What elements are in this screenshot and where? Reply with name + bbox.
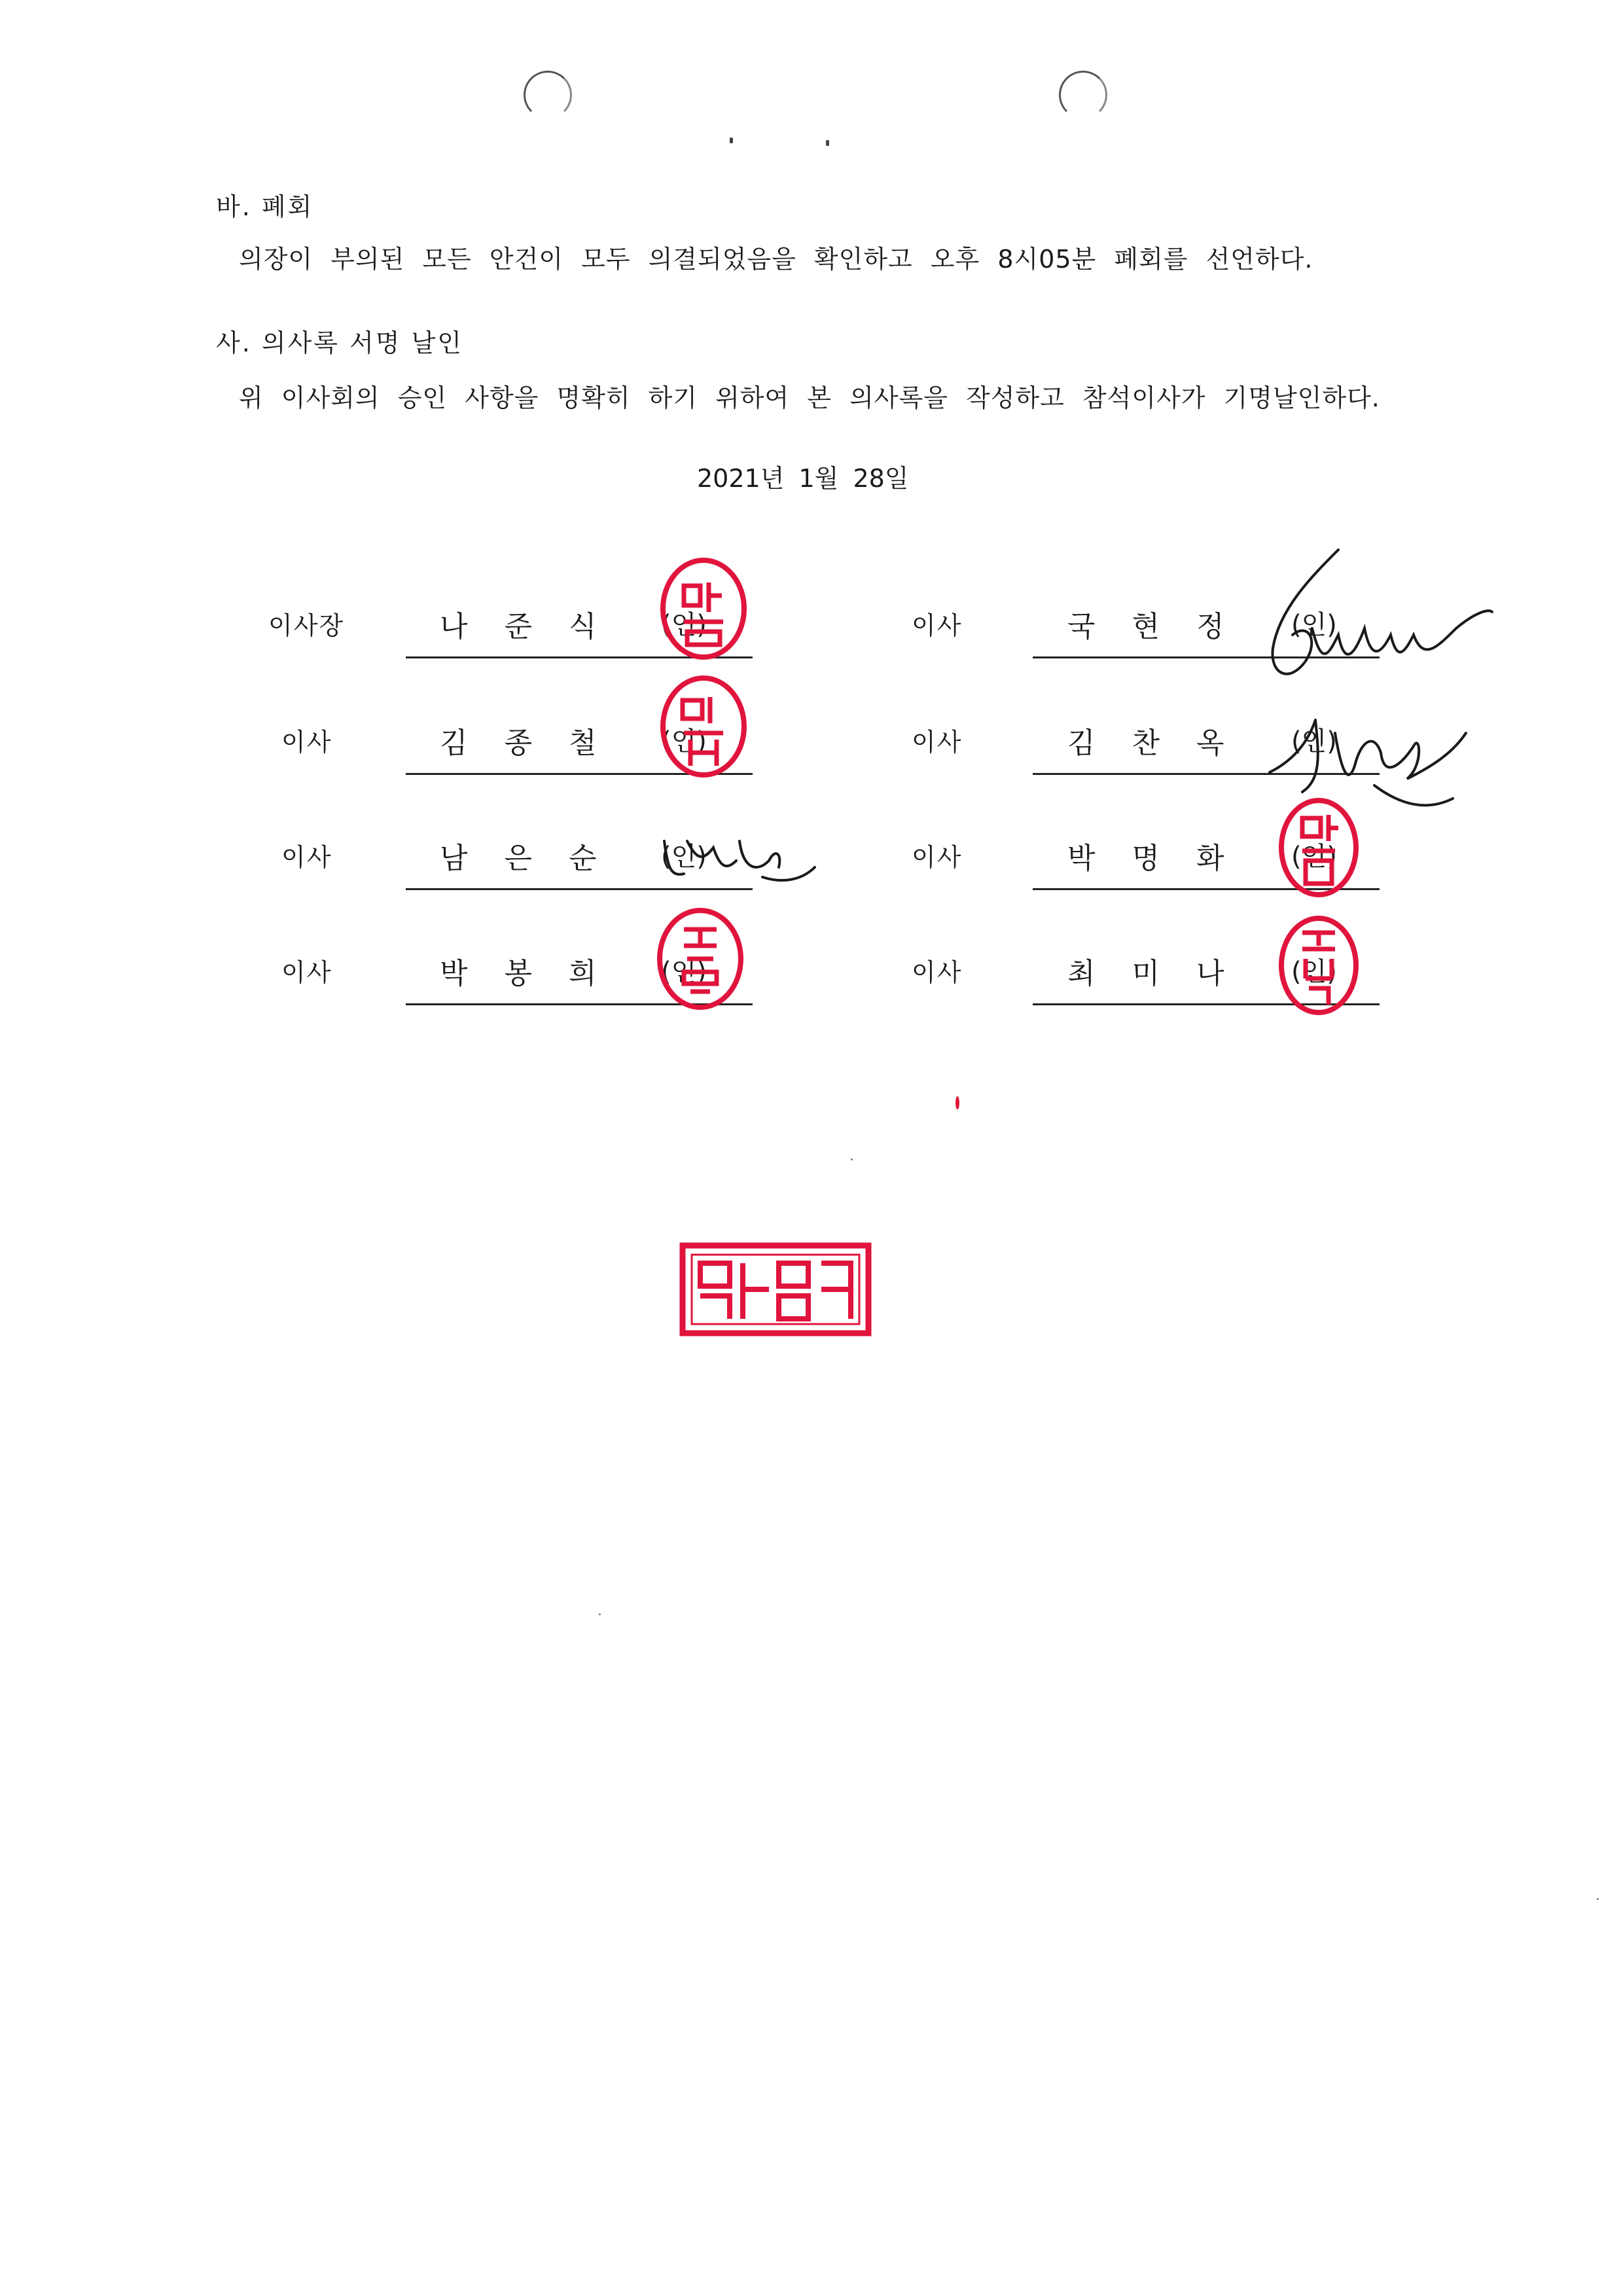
signatory-title: 이사 <box>912 958 963 987</box>
signatory-name: 최미나 <box>1067 957 1261 990</box>
seal-mark-label: (인) <box>1291 842 1337 872</box>
seal-mark-label: (인) <box>661 610 707 640</box>
seal-mark-label: (인) <box>661 957 707 987</box>
meeting-date: 2021년 1월 28일 <box>697 464 909 493</box>
section-heading-closing: 바. 폐회 <box>216 192 314 221</box>
seal-mark-label: (인) <box>661 842 707 872</box>
signatory-name: 남은순 <box>440 842 633 875</box>
signatory-title: 이사 <box>281 728 332 757</box>
punch-hole-icon <box>1059 71 1107 119</box>
signatory-title: 이사 <box>912 843 963 872</box>
section-body-closing: 의장이 부의된 모든 안건이 모두 의결되었음을 확인하고 오후 8시05분 폐회를 선언하다. <box>239 245 1313 274</box>
signatory-name: 국현정 <box>1067 610 1261 643</box>
signatory-title: 이사 <box>912 611 963 640</box>
seal-mark-label: (인) <box>1291 610 1337 640</box>
punch-hole-icon <box>524 71 572 119</box>
signatory-title: 이사 <box>912 728 963 757</box>
section-heading-signing: 사. 의사록 서명 날인 <box>216 329 463 357</box>
section-body-signing: 위 이사회의 승인 사항을 명확히 하기 위하여 본 의사록을 작성하고 참석이사가 기명날인하다. <box>239 384 1380 412</box>
scan-speck <box>851 1158 853 1160</box>
seal-mark-label: (인) <box>1291 957 1337 987</box>
seal-mark-label: (인) <box>1291 726 1337 757</box>
signatory-name: 박명화 <box>1067 842 1261 875</box>
scan-speck <box>955 1096 959 1109</box>
red-seal-icon <box>658 674 749 779</box>
scan-speck <box>730 137 733 143</box>
handwritten-signature-icon <box>658 821 821 893</box>
signatory-name: 김찬옥 <box>1067 726 1261 760</box>
seal-mark-label: (인) <box>661 726 707 757</box>
red-seal-icon <box>1276 913 1361 1018</box>
red-seal-icon <box>658 556 749 661</box>
scan-speck <box>599 1613 601 1615</box>
scan-speck <box>1597 1898 1599 1900</box>
handwritten-signature-icon <box>1257 694 1479 825</box>
scan-speck <box>826 140 829 146</box>
handwritten-signature-icon <box>1240 537 1502 700</box>
signatory-name: 나준식 <box>440 610 633 643</box>
signatory-name: 박봉희 <box>440 957 633 990</box>
red-seal-icon <box>654 906 746 1011</box>
signatory-title: 이사 <box>281 958 332 987</box>
signatory-name: 김종철 <box>440 726 633 760</box>
signatory-title: 이사장 <box>268 611 345 640</box>
signatory-title: 이사 <box>281 843 332 872</box>
corporate-seal-icon <box>677 1240 874 1338</box>
